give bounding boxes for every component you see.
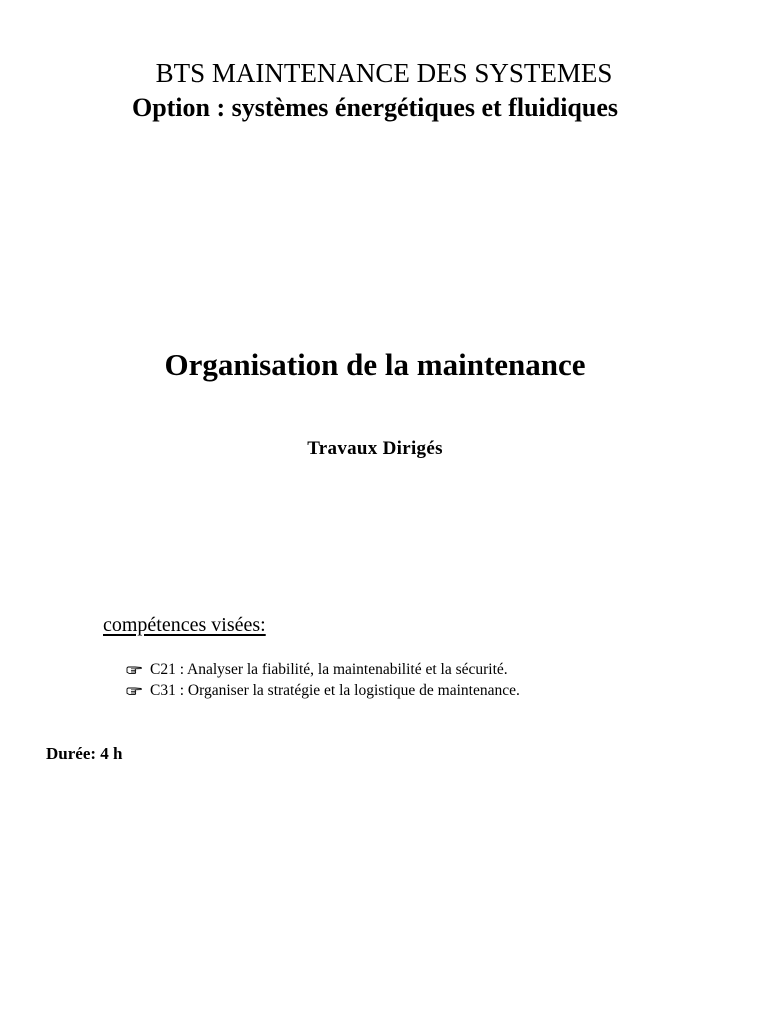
program-title: BTS MAINTENANCE DES SYSTEMES bbox=[155, 58, 613, 88]
skill-item-text: C31 : Organiser la stratégie et la logistique de maintenance. bbox=[150, 682, 520, 699]
document-title: Organisation de la maintenance bbox=[164, 347, 586, 382]
pointing-hand-icon bbox=[126, 664, 142, 675]
duration-label: Durée: 4 h bbox=[46, 744, 123, 763]
skills-heading: compétences visées: bbox=[103, 614, 266, 636]
pointing-hand-icon bbox=[126, 685, 142, 696]
program-option: Option : systèmes énergétiques et fluidiques bbox=[131, 93, 619, 122]
skill-item bbox=[126, 662, 508, 678]
skill-item bbox=[126, 683, 520, 699]
skill-item-text: C21 : Analyser la fiabilité, la maintenabilité et la sécurité. bbox=[150, 661, 508, 678]
document-subtitle: Travaux Dirigés bbox=[307, 438, 443, 459]
